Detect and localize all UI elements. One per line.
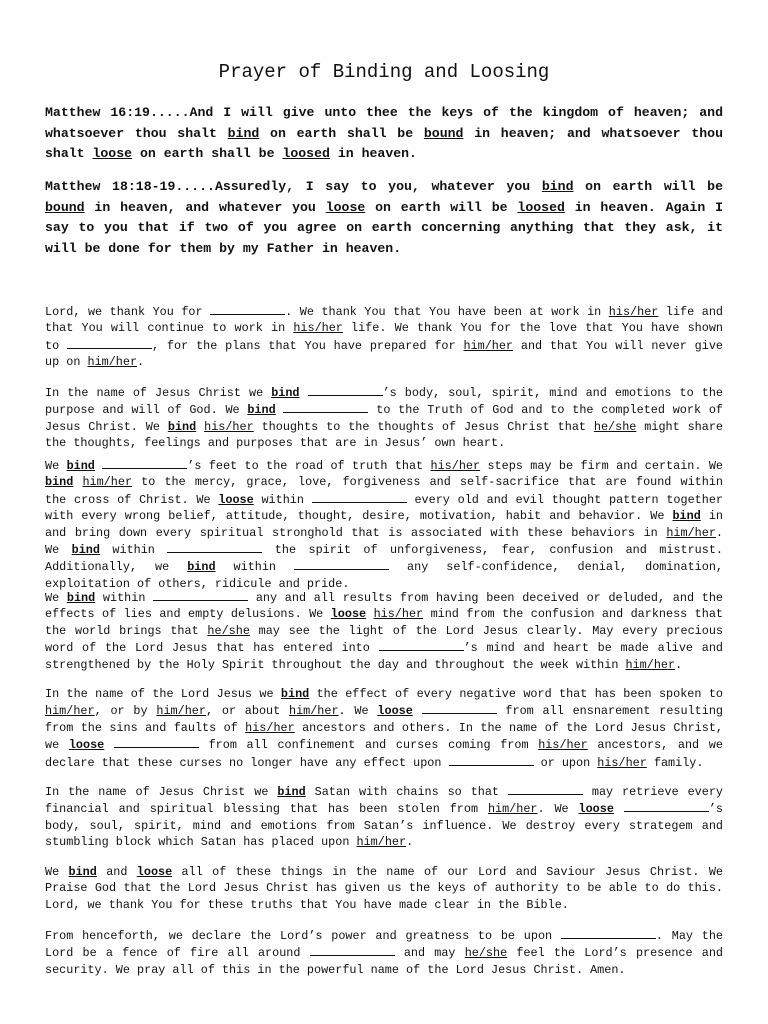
- name-blank: [624, 800, 709, 812]
- name-blank: [153, 589, 248, 601]
- name-blank: [102, 457, 187, 469]
- paragraph-closing: From henceforth, we declare the Lord’s power and greatness to be upon . May the Lord be a fence of fire all around and may he/she feel the Lord’s presence and security. We pray all of this in the powerful name of the Lord Jesus Christ. Amen.: [45, 929, 724, 977]
- name-blank: [379, 639, 464, 651]
- paragraph-bind-satan: In the name of Jesus Christ we bind Satan with chains so that may retrieve every financial and spiritual blessing that has been stolen from him/her. We loose ’s body, soul, spirit, mind and emotions from Satan’s influence. We destroy every strategem and stumbling block which Satan has placed upon him/her.: [45, 785, 723, 850]
- verse-reference: Matthew 16:19.....: [45, 105, 190, 120]
- name-blank: [167, 541, 262, 553]
- name-blank: [210, 303, 285, 315]
- name-blank: [294, 558, 389, 570]
- name-blank: [312, 491, 407, 503]
- name-blank: [561, 927, 656, 939]
- page-title: Prayer of Binding and Loosing: [218, 60, 550, 83]
- name-blank: [449, 754, 534, 766]
- paragraph-negative-words: In the name of the Lord Jesus we bind the effect of every negative word that has been spoken to him/her, or by him/her, or about him/her. We loose from all ensnarement resulting from the sins and faults of his/her ancestors and others. In the name of the Lord Jesus Christ, we loose from all confinement and curses coming from his/her ancestors, and we declare that these curses no longer have any effect upon or upon his/her family.: [45, 687, 723, 770]
- name-blank: [422, 702, 497, 714]
- verse-matthew-16-19: Matthew 16:19.....And I will give unto thee the keys of the kingdom of heaven; and whatsoever thou shalt bind on earth shall be bound in heaven; and whatsoever thou shalt loose on earth shall be loosed in heaven.: [45, 105, 724, 161]
- name-blank: [283, 401, 368, 413]
- verse-reference: Matthew 18:18-19.....: [45, 179, 215, 194]
- paragraph-feet-road: We bind ’s feet to the road of truth that his/her steps may be firm and certain. We bind him/her to the mercy, grace, love, forgiveness and self-sacrifice that are found within the cross of Christ. We loose within every old and evil thought pattern together with every wrong belief, attitude, thought, desire, motivation, habit and behavior. We bind in and bring down every spiritual stronghold that is associated with these behaviors in him/her. We bind within the spirit of unforgiveness, fear, confusion and mistrust. Additionally, we bind within any self-confidence, denial, domination, exploitation of others, ridicule and pride.: [45, 459, 723, 591]
- paragraph-thanks: Lord, we thank You for . We thank You that You have been at work in his/her life and that You will continue to work in his/her life. We thank You for the love that You have shown to , for the plans that You have prepared for him/her and that You will never give up on him/her.: [45, 305, 723, 370]
- name-blank: [508, 783, 583, 795]
- paragraph-keys-of-authority: We bind and loose all of these things in the name of our Lord and Saviour Jesus Christ. We Praise God that the Lord Jesus Christ has given us the keys of authority to be able to do this. Lord, we thank You for these truths that You have made clear in the Bible.: [45, 865, 723, 912]
- paragraph-deceived: We bind within any and all results from having been deceived or deluded, and the effects of lies and empty delusions. We loose his/her mind from the confusion and darkness that the world brings that he/she may see the light of the Lord Jesus clearly. May every precious word of the Lord Jesus that has entered into ’s mind and heart be made alive and strengthened by the Holy Spirit throughout the day and throughout the week within him/her.: [45, 591, 723, 672]
- name-blank: [310, 944, 395, 956]
- name-blank: [67, 337, 152, 349]
- verse-matthew-18-18: Matthew 18:18-19.....Assuredly, I say to you, whatever you bind on earth will be bound in heaven, and whatever you loose on earth will be loosed in heaven. Again I say to you that if two of you agree on earth concerning anything that they ask, it will be done for them by my Father in heaven.: [45, 179, 724, 256]
- name-blank: [114, 736, 199, 748]
- paragraph-bind-body-soul: In the name of Jesus Christ we bind ’s body, soul, spirit, mind and emotions to the purpose and will of God. We bind to the Truth of God and to the completed work of Jesus Christ. We bind his/her thoughts to the thoughts of Jesus Christ that he/she might share the thoughts, feelings and purposes that are in Jesus’ own heart.: [45, 386, 723, 451]
- name-blank: [308, 384, 383, 396]
